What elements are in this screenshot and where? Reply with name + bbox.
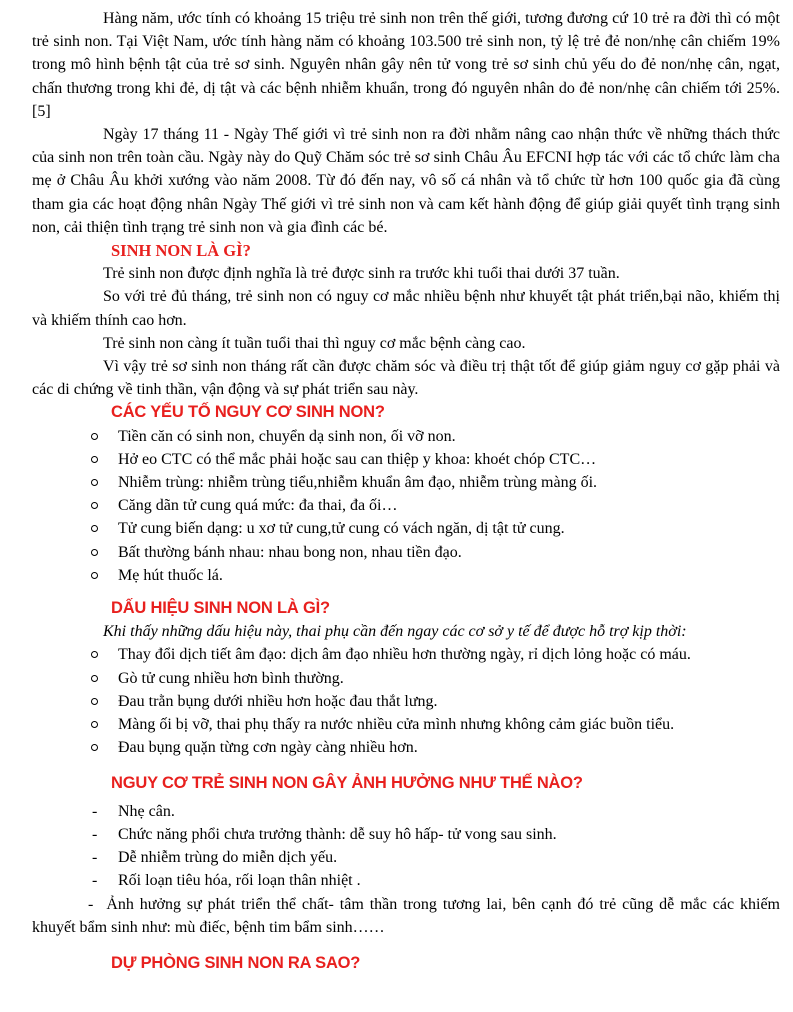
list-item-text: Căng dãn tử cung quá mức: đa thai, đa ối… [118,497,398,515]
list-item-text: Mẹ hút thuốc lá. [118,566,223,584]
list-item [32,713,780,736]
list-item [32,736,780,759]
definition-paragraph-2: So với trẻ đủ tháng, trẻ sinh non có nguy cơ mắc nhiều bệnh như khuyết tật phát triển,bại não, khiếm thị và khiếm thính cao hơn. [32,288,780,329]
definition-paragraph-1: Trẻ sinh non được định nghĩa là trẻ được sinh ra trước khi tuổi thai dưới 37 tuần. [103,265,620,283]
signs-note: Khi thấy những dấu hiệu này, thai phụ cần đến ngay các cơ sở y tế để được hỗ trợ kịp thời: [103,623,687,641]
list-item-text: Hở eo CTC có thể mắc phải hoặc sau can thiệp y khoa: khoét chóp CTC… [118,450,597,468]
circle-bullet-marker [91,721,98,728]
section-heading-prevention: DỰ PHÒNG SINH NON RA SAO? [111,953,361,972]
section-heading-definition: SINH NON LÀ GÌ? [111,241,251,261]
list-item [32,846,780,869]
list-item [32,541,780,564]
list-item [32,690,780,713]
circle-bullet-marker [91,456,98,463]
section-heading-signs: DẤU HIỆU SINH NON LÀ GÌ? [111,599,330,618]
dash-bullet-marker: - [92,872,98,890]
list-item-text: Bất thường bánh nhau: nhau bong non, nhau tiền đạo. [118,543,462,561]
list-item-text: Dễ nhiễm trùng do miễn dịch yếu. [118,849,338,867]
signs-list [32,643,780,759]
list-item-text: Rối loạn tiêu hóa, rối loạn thân nhiệt . [118,872,361,890]
list-item [32,517,780,540]
circle-bullet-marker [91,502,98,509]
list-item-text: Đau trằn bụng dưới nhiều hơn hoặc đau thắt lưng. [118,692,438,710]
list-item [32,425,780,448]
effects-last-item [32,893,780,939]
dash-bullet-marker: - [92,849,98,867]
list-item [32,869,780,892]
list-item [32,564,780,587]
list-item-text: Nhiễm trùng: nhiễm trùng tiểu,nhiễm khuẩn âm đạo, nhiễm trùng màng ối. [118,474,598,492]
section-heading-effects: NGUY CƠ TRẺ SINH NON GÂY ẢNH HƯỞNG NHƯ THẾ NÀO? [111,773,583,792]
list-item-text: Nhẹ cân. [118,802,175,820]
list-item-text: Chức năng phổi chưa trưởng thành: dễ suy hô hấp- tử vong sau sinh. [118,825,557,843]
intro-paragraph-2: Ngày 17 tháng 11 - Ngày Thế giới vì trẻ sinh non ra đời nhằm nâng cao nhận thức về những thách thức của sinh non trên toàn cầu. Ngày này do Quỹ Chăm sóc trẻ sơ sinh Châu Âu EFCNI hợp tác với các tổ chức làm cha mẹ ở Châu Âu khởi xướng vào năm 2008. Từ đó đến nay, vô số cá nhân và tổ chức từ hơn 100 quốc gia đã cùng tham gia các hoạt động nhân Ngày Thế giới vì trẻ sinh non và cam kết hành động để giúp giải quyết tình trạng sinh non, cải thiện tình trạng trẻ sinh non và gia đình các bé. [32,126,780,236]
list-item [32,667,780,690]
list-item-text: Tiền căn có sinh non, chuyển dạ sinh non, ối vỡ non. [118,427,456,445]
circle-bullet-marker [91,651,98,658]
circle-bullet-marker [91,433,98,440]
list-item-text: Gò tử cung nhiều hơn bình thường. [118,669,344,687]
dash-bullet-marker: - [88,895,94,913]
list-item [32,643,780,666]
definition-paragraph-4: Vì vậy trẻ sơ sinh non tháng rất cần được chăm sóc và điều trị thật tốt để giúp giảm nguy cơ gặp phải và các di chứng về tinh thần, vận động và sự phát triển sau này. [32,358,780,399]
section-heading-risk-factors: CÁC YẾU TỐ NGUY CƠ SINH NON? [111,403,385,422]
list-item-text: Tử cung biến dạng: u xơ tử cung,tử cung có vách ngăn, dị tật tử cung. [118,520,565,538]
effects-last-item-text: Ảnh hưởng sự phát triển thể chất- tâm thần trong tương lai, bên cạnh đó trẻ cũng dễ mắc các khiếm khuyết bẩm sinh như: mù điếc, bệnh tim bẩm sinh…… [32,895,780,936]
circle-bullet-marker [91,744,98,751]
definition-paragraph-3: Trẻ sinh non càng ít tuần tuổi thai thì nguy cơ mắc bệnh càng cao. [103,334,526,352]
list-item [32,800,780,823]
circle-bullet-marker [91,549,98,556]
circle-bullet-marker [91,525,98,532]
list-item [32,448,780,471]
risk-factors-list [32,425,780,587]
list-item [32,823,780,846]
circle-bullet-marker [91,479,98,486]
effects-list [32,800,780,893]
dash-bullet-marker: - [92,825,98,843]
circle-bullet-marker [91,572,98,579]
dash-bullet-marker: - [92,802,98,820]
list-item-text: Màng ối bị vỡ, thai phụ thấy ra nước nhiều cửa mình nhưng không cảm giác buồn tiểu. [118,716,675,734]
list-item [32,494,780,517]
circle-bullet-marker [91,675,98,682]
list-item [32,471,780,494]
list-item-text: Thay đổi dịch tiết âm đạo: dịch âm đạo nhiều hơn thường ngày, rỉ dịch lỏng hoặc có máu. [118,646,691,664]
list-item-text: Đau bụng quặn từng cơn ngày càng nhiều hơn. [118,739,418,757]
intro-paragraph-1: Hàng năm, ước tính có khoảng 15 triệu trẻ sinh non trên thế giới, tương đương cứ 10 trẻ ra đời thì có một trẻ sinh non. Tại Việt Nam, ước tính hàng năm có khoảng 103.500 trẻ sinh non, tỷ lệ trẻ đẻ non/nhẹ cân chiếm 19% trong mô hình bệnh tật của trẻ sơ sinh. Nguyên nhân gây nên tử vong trẻ sơ sinh chủ yếu do đẻ non/nhẹ cân, ngạt, chấn thương trong khi đẻ, dị tật và các bệnh nhiễm khuẩn, trong đó nguyên nhân do đẻ non/nhẹ cân chiếm tới 25%. [5] [32,10,780,120]
circle-bullet-marker [91,698,98,705]
